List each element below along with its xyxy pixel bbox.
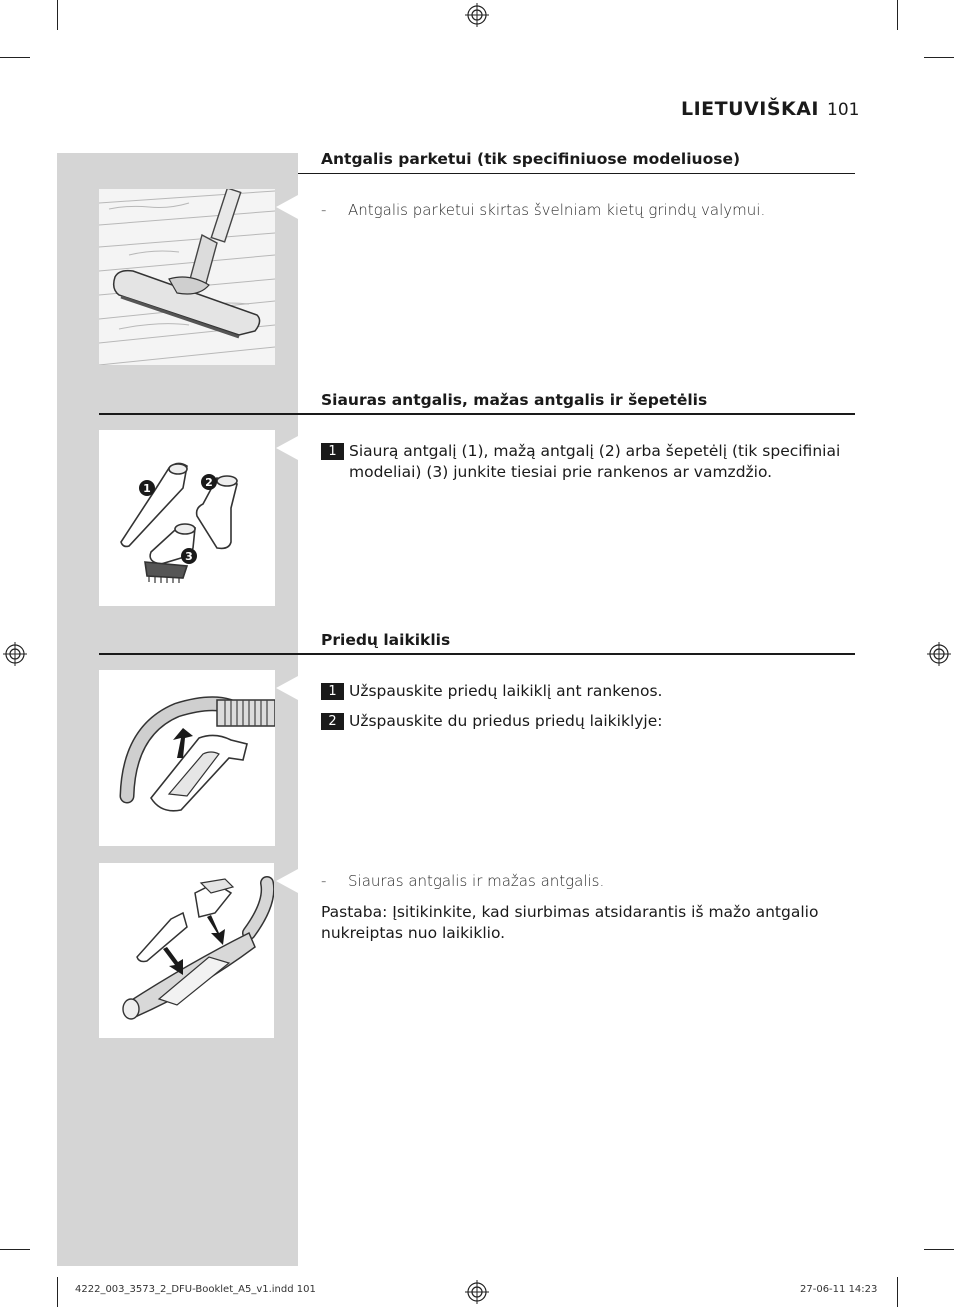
step-connect-nozzles [321, 441, 855, 483]
page-number: 101 [827, 100, 860, 120]
pointer-arrow [276, 195, 298, 219]
step-number-badge: 1 [321, 443, 344, 460]
crop-mark [0, 1249, 30, 1250]
crop-mark [924, 1249, 954, 1250]
bullet-text: Antgalis parketui skirtas švelniam kietų grindų valymui. [348, 201, 766, 219]
section-title-parquet-nozzle: Antgalis parketui (tik specifiniuose modeliuose) [321, 150, 741, 168]
footer-date: 27-06-11 14:23 [800, 1284, 878, 1295]
step-number-badge: 2 [321, 713, 344, 730]
pointer-arrow [276, 869, 298, 893]
callout-2-label: 2 [205, 476, 213, 489]
parquet-nozzle-illustration [99, 189, 275, 365]
pointer-arrow [276, 676, 298, 700]
section-title-crevice-brush: Siauras antgalis, mažas antgalis ir šepetėlis [321, 391, 708, 409]
crop-mark [897, 0, 898, 30]
dash-marker: - [321, 872, 327, 890]
crop-mark [57, 0, 58, 30]
crevice-small-nozzle-brush-illustration [99, 430, 275, 606]
registration-mark-icon [927, 642, 951, 666]
step-text: Užspauskite priedų laikiklį ant rankenos. [349, 682, 663, 700]
section-divider [99, 653, 855, 655]
crop-mark [57, 1277, 58, 1307]
pointer-arrow [276, 436, 298, 460]
step-text: Siaurą antgalį (1), mažą antgalį (2) arba šepetėlį (tik specifiniai modeliai) (3) junkite tiesiai prie rankenos ar vamzdžio. [349, 442, 841, 481]
step-text: Užspauskite du priedus priedų laikiklyje: [349, 712, 663, 730]
step-number-badge: 1 [321, 683, 344, 700]
registration-mark-icon [465, 3, 489, 27]
bullet-text: Siauras antgalis ir mažas antgalis. [348, 872, 605, 890]
note-suction-direction: Pastaba: Įsitikinkite, kad siurbimas atsidarantis iš mažo antgalio nukreiptas nuo laikiklio. [321, 903, 819, 942]
section-divider [298, 173, 855, 174]
section-divider [99, 413, 855, 415]
accessories-in-holder-illustration [99, 863, 274, 1038]
page-language-title: LIETUVIŠKAI [681, 98, 819, 120]
registration-mark-icon [465, 1280, 489, 1304]
footer-file-info: 4222_003_3573_2_DFU-Booklet_A5_v1.indd 101 [75, 1284, 316, 1295]
bullet-parquet-purpose [321, 201, 765, 219]
crop-mark [0, 57, 30, 58]
accessory-holder-on-handle-illustration [99, 670, 275, 846]
callout-3-label: 3 [185, 550, 193, 563]
registration-mark-icon [3, 642, 27, 666]
crop-mark [924, 57, 954, 58]
step-clip-holder [321, 681, 855, 702]
bullet-crevice-small [321, 872, 604, 890]
crop-mark [897, 1277, 898, 1307]
dash-marker: - [321, 201, 327, 219]
step-clip-accessories [321, 711, 855, 732]
callout-1-label: 1 [143, 482, 151, 495]
section-title-accessory-holder: Priedų laikiklis [321, 631, 451, 649]
